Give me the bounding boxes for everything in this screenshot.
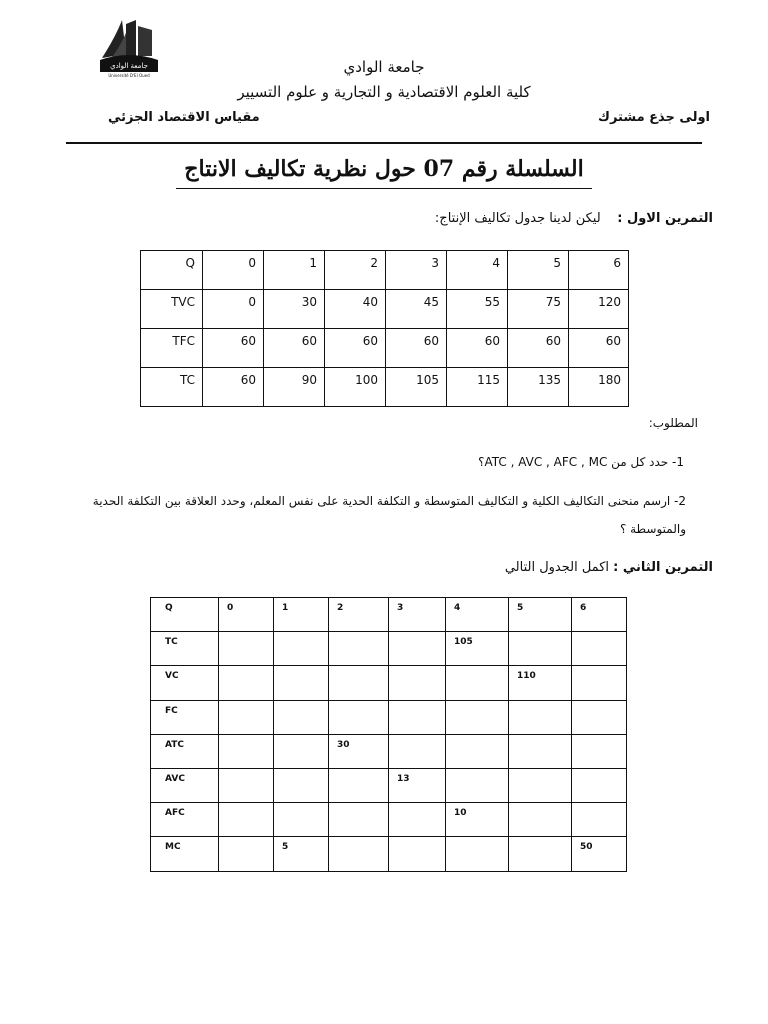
- table-cell: [572, 734, 627, 768]
- table-cell: 1: [274, 598, 329, 632]
- table-cell: [329, 837, 389, 871]
- table-cell: [509, 837, 572, 871]
- table-cell: [219, 632, 274, 666]
- table-cell: 60: [508, 329, 569, 368]
- table-row: [151, 768, 627, 802]
- table-cell: [274, 734, 329, 768]
- exercise2-heading-line: [505, 560, 713, 575]
- table-cell: 115: [447, 368, 508, 407]
- table-cell: [446, 700, 509, 734]
- row-label-cell: ATC: [151, 734, 219, 768]
- table-cell: [329, 803, 389, 837]
- table-cell: 60: [264, 329, 325, 368]
- table-row: [141, 251, 629, 290]
- table-cell: [572, 666, 627, 700]
- row-label-cell: TFC: [141, 329, 203, 368]
- table-cell: [274, 700, 329, 734]
- table-cell: [389, 837, 446, 871]
- study-level: اولى جذع مشترك: [598, 110, 710, 125]
- table-cell: [219, 768, 274, 802]
- table-cell: 30: [264, 290, 325, 329]
- table-cell: [329, 700, 389, 734]
- module-name: مقياس الاقتصاد الجزئي: [108, 110, 260, 125]
- table-cell: 6: [569, 251, 629, 290]
- table-cell: 4: [446, 598, 509, 632]
- table-cell: [572, 700, 627, 734]
- table-cell: [446, 837, 509, 871]
- table-cell: [446, 734, 509, 768]
- table-row: [151, 837, 627, 871]
- question-2-line1: 2- ارسم منحنى التكاليف الكلية و التكاليف المتوسطة و التكلفة الحدية على نفس المعلم، وحدد العلاقة بين التكلفة الحدية: [92, 494, 686, 508]
- table-cell: 60: [325, 329, 386, 368]
- table-cell: 135: [508, 368, 569, 407]
- row-label-cell: AFC: [151, 803, 219, 837]
- table-cell: [572, 803, 627, 837]
- table-cell: [446, 768, 509, 802]
- table-cell: 180: [569, 368, 629, 407]
- question-1: 1- حدد كل من ATC , AVC , AFC , MC؟: [478, 455, 684, 469]
- table-row: [141, 329, 629, 368]
- table-cell: 60: [447, 329, 508, 368]
- table-cell: 105: [386, 368, 447, 407]
- table-cell: 10: [446, 803, 509, 837]
- table-cell: 3: [386, 251, 447, 290]
- table-cell: [509, 632, 572, 666]
- table-cell: [572, 768, 627, 802]
- table-cell: [219, 803, 274, 837]
- table-cell: [329, 666, 389, 700]
- table-cell: 0: [203, 251, 264, 290]
- exercise2-intro: اكمل الجدول التالي: [504, 560, 610, 575]
- table-cell: [274, 666, 329, 700]
- page-title: السلسلة رقم 07 حول نظرية تكاليف الانتاج: [184, 156, 584, 182]
- table-cell: [329, 632, 389, 666]
- table-cell: 60: [569, 329, 629, 368]
- table-cell: [219, 734, 274, 768]
- table-cell: 90: [264, 368, 325, 407]
- table-cell: 110: [509, 666, 572, 700]
- table-cell: 60: [386, 329, 447, 368]
- svg-text:Université D'El Oued: Université D'El Oued: [108, 73, 150, 78]
- table-cell: [389, 632, 446, 666]
- table-cell: 60: [203, 368, 264, 407]
- table-cell: [389, 666, 446, 700]
- row-label-cell: MC: [151, 837, 219, 871]
- row-label-cell: VC: [151, 666, 219, 700]
- table-cell: 105: [446, 632, 509, 666]
- table-cell: [219, 837, 274, 871]
- row-label-cell: TVC: [141, 290, 203, 329]
- table-cell: 3: [389, 598, 446, 632]
- exercise1-intro: ليكن لدينا جدول تكاليف الإنتاج:: [434, 211, 601, 226]
- exercise2-heading: التمرين الثاني :: [613, 560, 713, 575]
- table-cell: [329, 768, 389, 802]
- row-label-cell: TC: [141, 368, 203, 407]
- table-cell: 5: [509, 598, 572, 632]
- university-name: جامعة الوادي: [343, 58, 425, 76]
- row-label-cell: Q: [141, 251, 203, 290]
- table-cell: 50: [572, 837, 627, 871]
- table-cell: [389, 700, 446, 734]
- table-cell: [219, 666, 274, 700]
- table-cell: [274, 803, 329, 837]
- table-cell: 4: [447, 251, 508, 290]
- cost-table: [140, 250, 629, 407]
- svg-text:جامعة الوادي: جامعة الوادي: [110, 62, 148, 70]
- header-divider: [66, 142, 702, 144]
- table-cell: 0: [203, 290, 264, 329]
- table-cell: 55: [447, 290, 508, 329]
- table-cell: [509, 803, 572, 837]
- table-row: [141, 368, 629, 407]
- table-cell: [274, 632, 329, 666]
- table-row: [151, 666, 627, 700]
- table-row: [141, 290, 629, 329]
- row-label-cell: FC: [151, 700, 219, 734]
- table-row: [151, 598, 627, 632]
- row-label-cell: TC: [151, 632, 219, 666]
- table-cell: 0: [219, 598, 274, 632]
- table-cell: 60: [203, 329, 264, 368]
- table-cell: [274, 768, 329, 802]
- table-cell: 100: [325, 368, 386, 407]
- table-cell: [572, 632, 627, 666]
- table-row: [151, 700, 627, 734]
- table-cell: [509, 734, 572, 768]
- completion-table: [150, 597, 627, 872]
- exercise1-heading-line: [435, 211, 713, 226]
- table-cell: 45: [386, 290, 447, 329]
- table-cell: 5: [508, 251, 569, 290]
- title-underline: [176, 188, 592, 189]
- table-cell: [446, 666, 509, 700]
- table-row: [151, 803, 627, 837]
- row-label-cell: Q: [151, 598, 219, 632]
- table-cell: [389, 734, 446, 768]
- question-2-line2: والمتوسطة ؟: [619, 522, 686, 536]
- table-cell: [509, 768, 572, 802]
- faculty-name: كلية العلوم الاقتصادية و التجارية و علوم التسيير: [237, 83, 531, 101]
- table-cell: [219, 700, 274, 734]
- row-label-cell: AVC: [151, 768, 219, 802]
- exercise1-heading: التمرين الاول :: [617, 211, 713, 226]
- table-cell: 13: [389, 768, 446, 802]
- table-cell: 75: [508, 290, 569, 329]
- table-cell: 2: [329, 598, 389, 632]
- table-row: [151, 632, 627, 666]
- table-cell: 120: [569, 290, 629, 329]
- requirements-heading: المطلوب:: [648, 416, 698, 430]
- table-cell: 40: [325, 290, 386, 329]
- table-cell: 6: [572, 598, 627, 632]
- table-cell: [509, 700, 572, 734]
- table-cell: 30: [329, 734, 389, 768]
- table-row: [151, 734, 627, 768]
- table-cell: 1: [264, 251, 325, 290]
- table-cell: 2: [325, 251, 386, 290]
- table-cell: 5: [274, 837, 329, 871]
- table-cell: [389, 803, 446, 837]
